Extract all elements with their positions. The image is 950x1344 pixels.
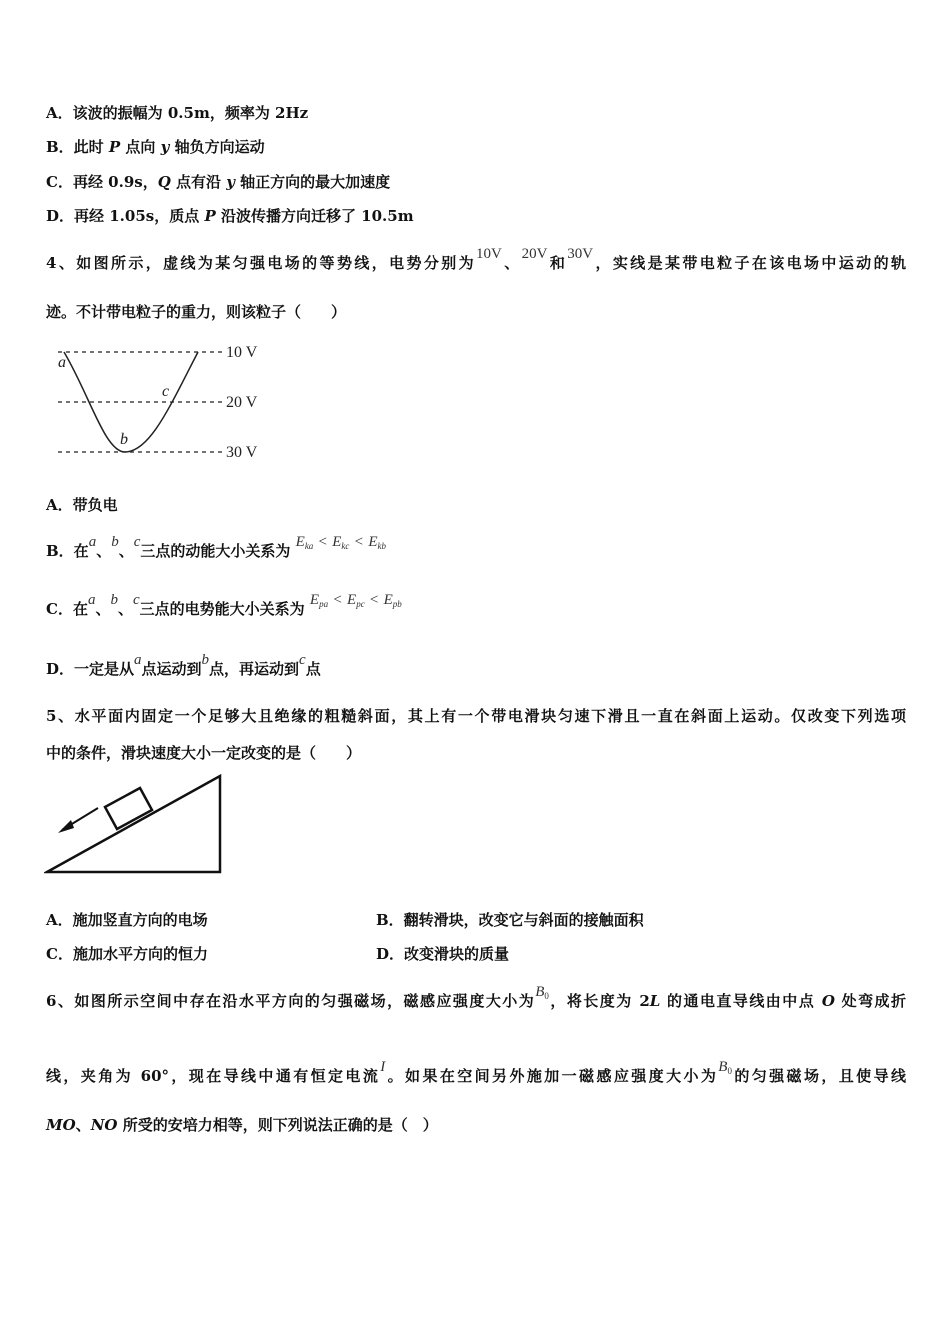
incline-figure	[44, 772, 229, 876]
q5-option-a: A．施加竖直方向的电场	[46, 911, 208, 929]
q5-option-c: C．施加水平方向的恒力	[46, 945, 208, 963]
q5-option-b: B．翻转滑块，改变它与斜面的接触面积	[376, 911, 644, 929]
label-10v: 10 V	[226, 344, 258, 361]
q5-stem-line2: 中的条件，滑块速度大小一定改变的是（ ）	[46, 744, 362, 762]
q4-option-a: A．带负电	[46, 496, 118, 514]
equipotential-figure	[50, 336, 280, 466]
q3-option-d: D．再经 1.05s，质点 P 沿波传播方向迁移了 10.5m	[46, 207, 414, 225]
q6-stem-line2: 线，夹角为 60°，现在导线中通有恒定电流I。如果在空间另外施加一磁感应强度大小为$B_0$的匀强磁场，且使导线	[46, 1059, 906, 1085]
q3-option-a: A．该波的振幅为 0.5m，频率为 2Hz	[46, 104, 309, 122]
point-b: b	[120, 431, 128, 448]
q5-option-d: D．改变滑块的质量	[376, 945, 510, 963]
q3-option-c: C．再经 0.9s，Q 点有沿 y 轴正方向的最大加速度	[46, 173, 391, 191]
label-30v: 30 V	[226, 444, 258, 461]
q4-c-relation: $E_{pa} < E_{pc} < E_{pb}$	[309, 592, 402, 609]
point-c: c	[162, 383, 170, 400]
q5-stem-line1: 5、水平面内固定一个足够大且绝缘的粗糙斜面，其上有一个带电滑块匀速下滑且一直在斜面上运动。仅改变下列选项	[46, 707, 906, 725]
q4-option-b: B．在a、b、c三点的动能大小关系为 $E_{ka} < E_{kc} < E_{kb}$	[46, 534, 387, 560]
slider-block	[105, 788, 152, 829]
arrow-head	[58, 820, 74, 833]
q6-stem-line1: 6、如图所示空间中存在沿水平方向的匀强磁场，磁感应强度大小为$B_0$，将长度为 2L 的通电直导线由中点 O 处弯成折	[46, 984, 906, 1010]
q6-stem-line3: MO、NO 所受的安培力相等，则下列说法正确的是（ ）	[46, 1116, 438, 1134]
label-20v: 20 V	[226, 394, 258, 411]
q4-stem-line2: 迹。不计带电粒子的重力，则该粒子（ ）	[46, 303, 347, 321]
q4-option-d: D．一定是从a点运动到b点，再运动到c点	[46, 652, 321, 678]
point-a: a	[58, 354, 66, 371]
q4-b-relation: $E_{ka} < E_{kc} < E_{kb}$	[295, 534, 387, 551]
q4-stem-line1: 4、如图所示，虚线为某匀强电场的等势线，电势分别为10V、20V和30V，实线是某带电粒子在该电场中运动的轨	[46, 246, 906, 272]
q3-option-b: B．此时 P 点向 y 轴负方向运动	[46, 138, 265, 156]
q4-option-c: C．在a、b、c三点的电势能大小关系为 $E_{pa} < E_{pc} < E_{pb}$	[46, 592, 402, 618]
